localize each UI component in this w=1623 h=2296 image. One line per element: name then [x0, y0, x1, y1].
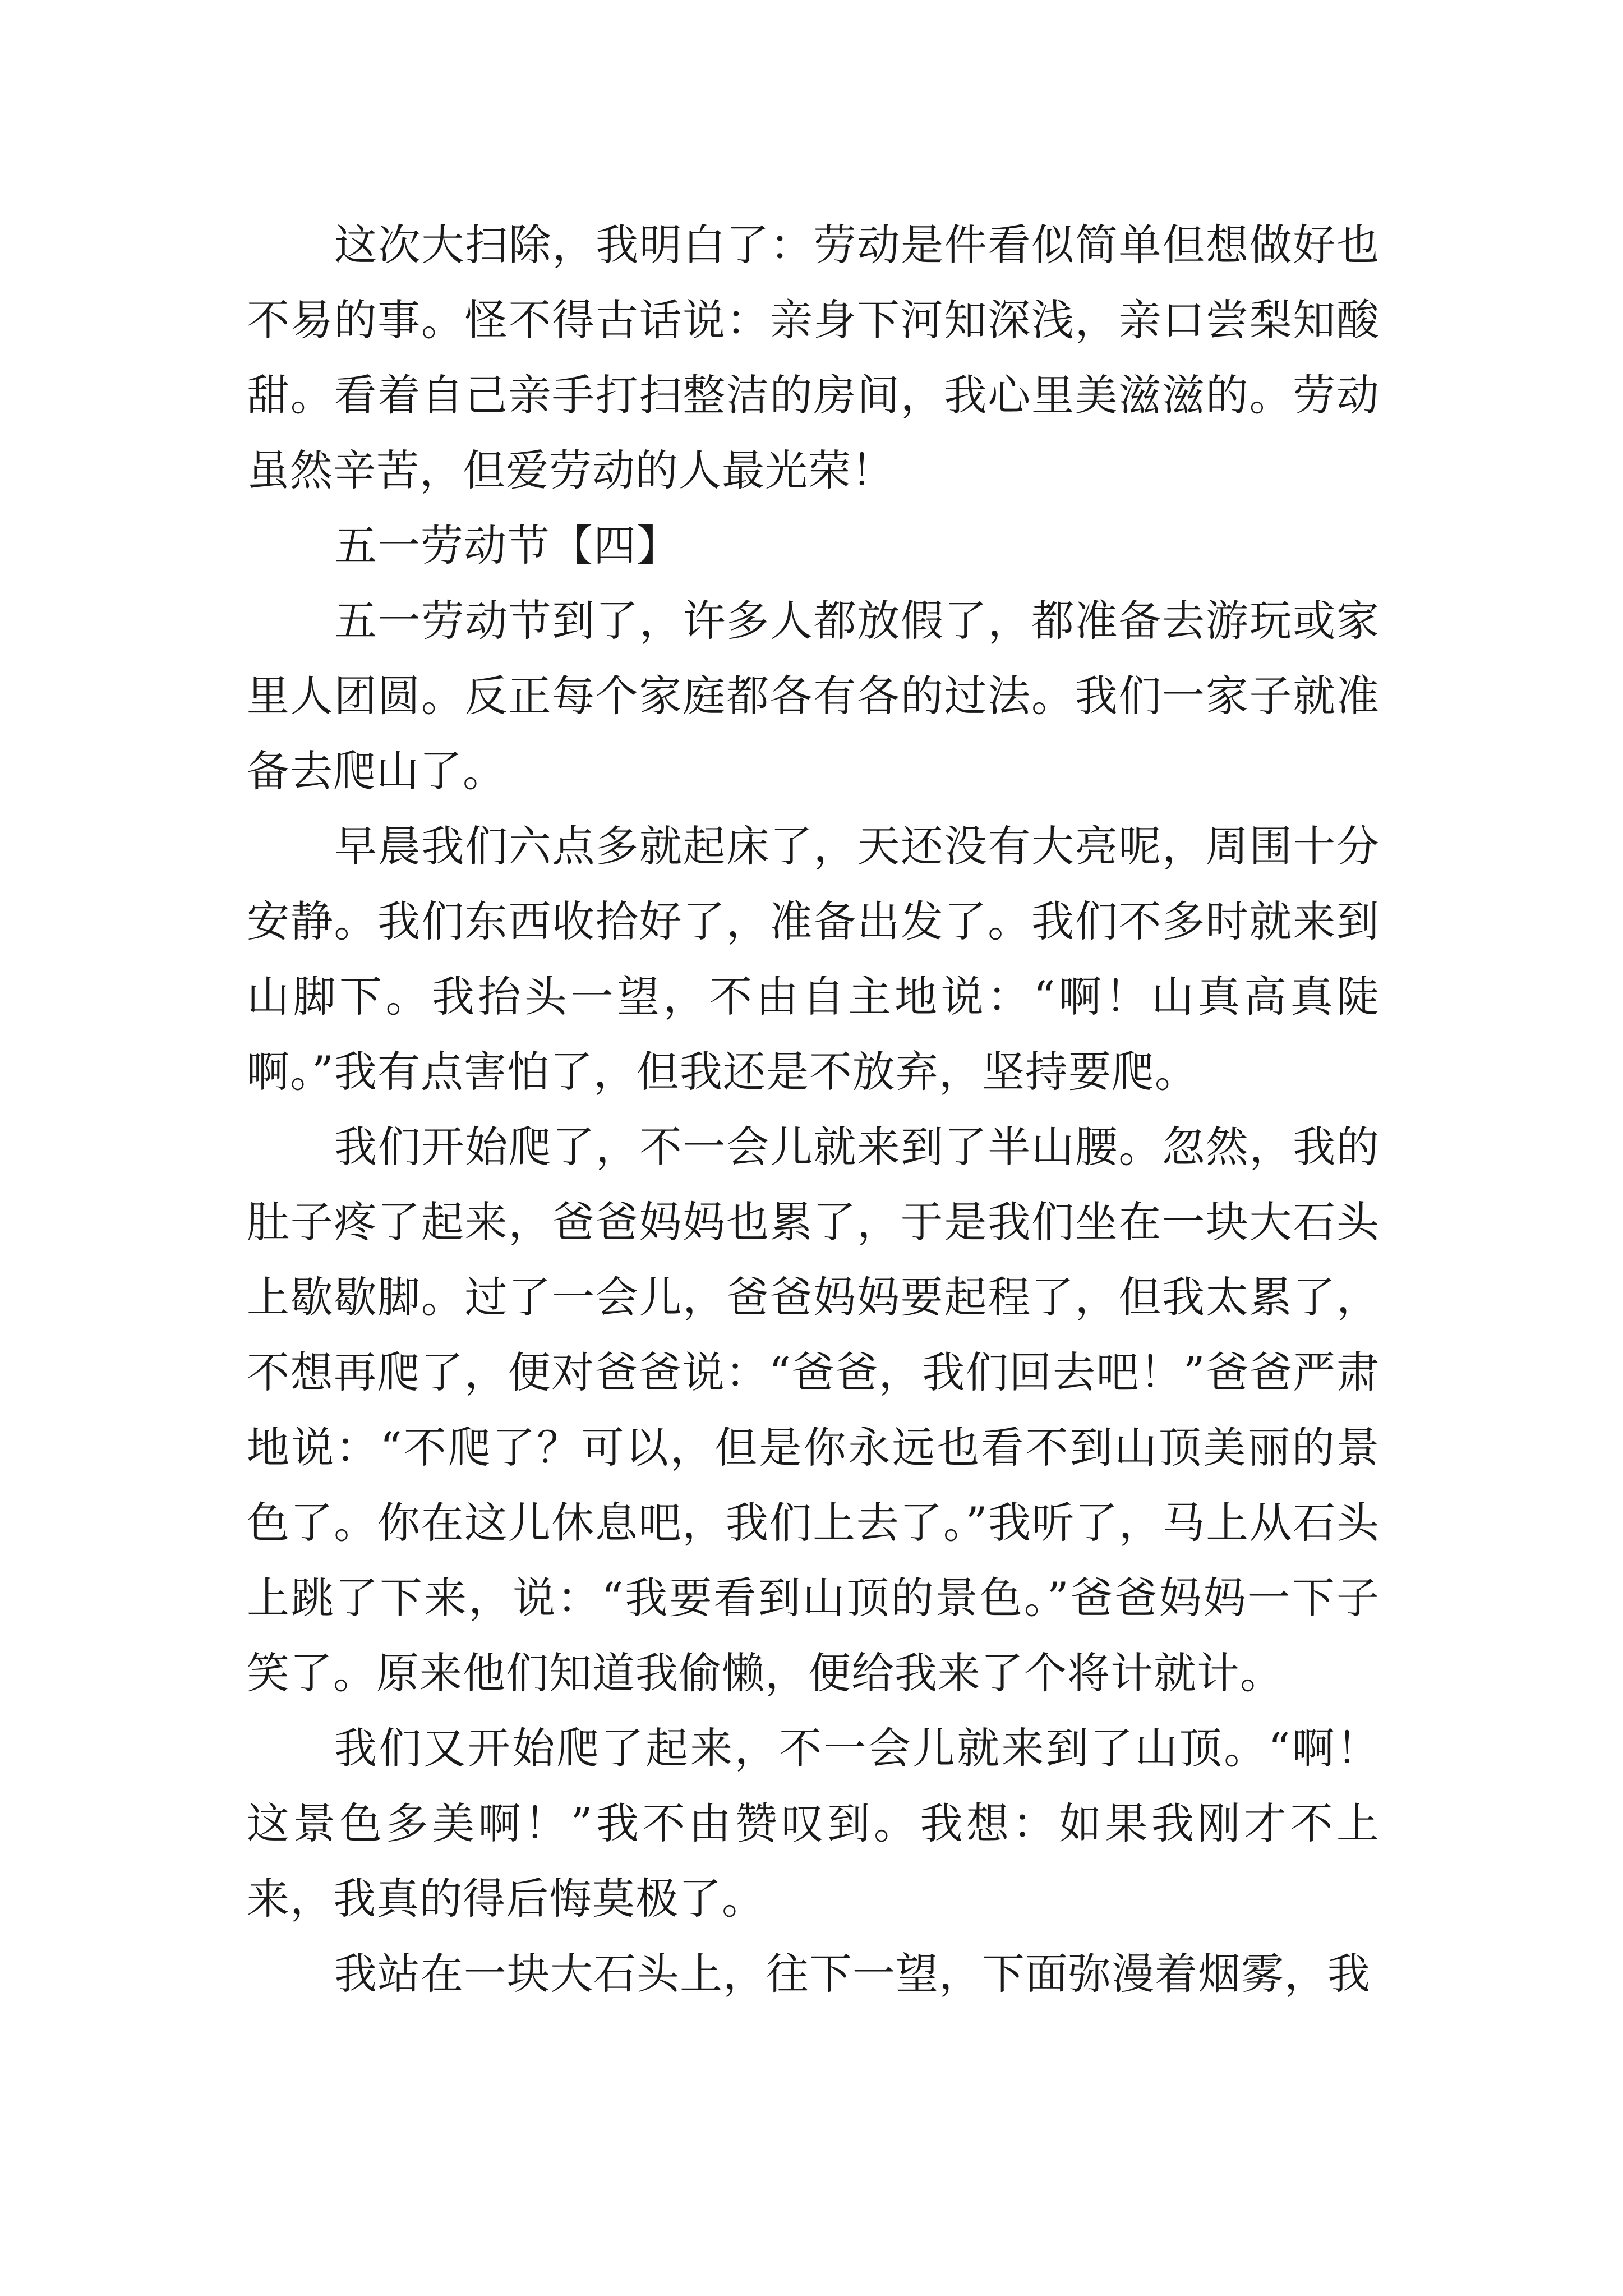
paragraph-standing-on-rock: 我站在一块大石头上，往下一望，下面弥漫着烟雾，我 — [334, 1949, 1371, 1999]
section-heading-may-day-four: 五一劳动节【四】 — [334, 521, 680, 570]
paragraph-halfway-rest: 我们开始爬了，不一会儿就来到了半山腰。忽然，我的肚子疼了起来，爸爸妈妈也累了，于是我们坐在一块大石头上歇歇脚。过了一会儿，爸爸妈妈要起程了，但我太累了，不想再爬了，便对爸爸说：“爸爸，我们回去吧！”爸爸严肃地说：“不爬了？可以，但是你永远也看不到山顶美丽的景色了。你在这儿休息吧，我们上去了。”我听了，马上从石头上跳了下来，说：“我要看到山顶的景色。”爸爸妈妈一下子笑了。原来他们知道我偷懒，便给我来了个将计就计。 — [247, 1122, 1380, 1698]
paragraph-may-day-intro: 五一劳动节到了，许多人都放假了，都准备去游玩或家里人团圆。反正每个家庭都各有各的过法。我们一家子就准备去爬山了。 — [247, 596, 1380, 796]
paragraph-summit-view: 我们又开始爬了起来，不一会儿就来到了山顶。“啊！这景色多美啊！”我不由赞叹到。我想：如果我刚才不上来，我真的得后悔莫极了。 — [247, 1723, 1380, 1924]
document-body — [247, 208, 1380, 2012]
paragraph-cleaning-conclusion: 这次大扫除，我明白了：劳动是件看似简单但想做好也不易的事。怪不得古话说：亲身下河知深浅，亲口尝梨知酸甜。看着自己亲手打扫整洁的房间，我心里美滋滋的。劳动虽然辛苦，但爱劳动的人最光荣！ — [247, 220, 1380, 495]
paragraph-morning-departure: 早晨我们六点多就起床了，天还没有大亮呢，周围十分安静。我们东西收拾好了，准备出发了。我们不多时就来到山脚下。我抬头一望，不由自主地说：“啊！山真高真陡啊。”我有点害怕了，但我还是不放弃，坚持要爬。 — [247, 821, 1380, 1097]
